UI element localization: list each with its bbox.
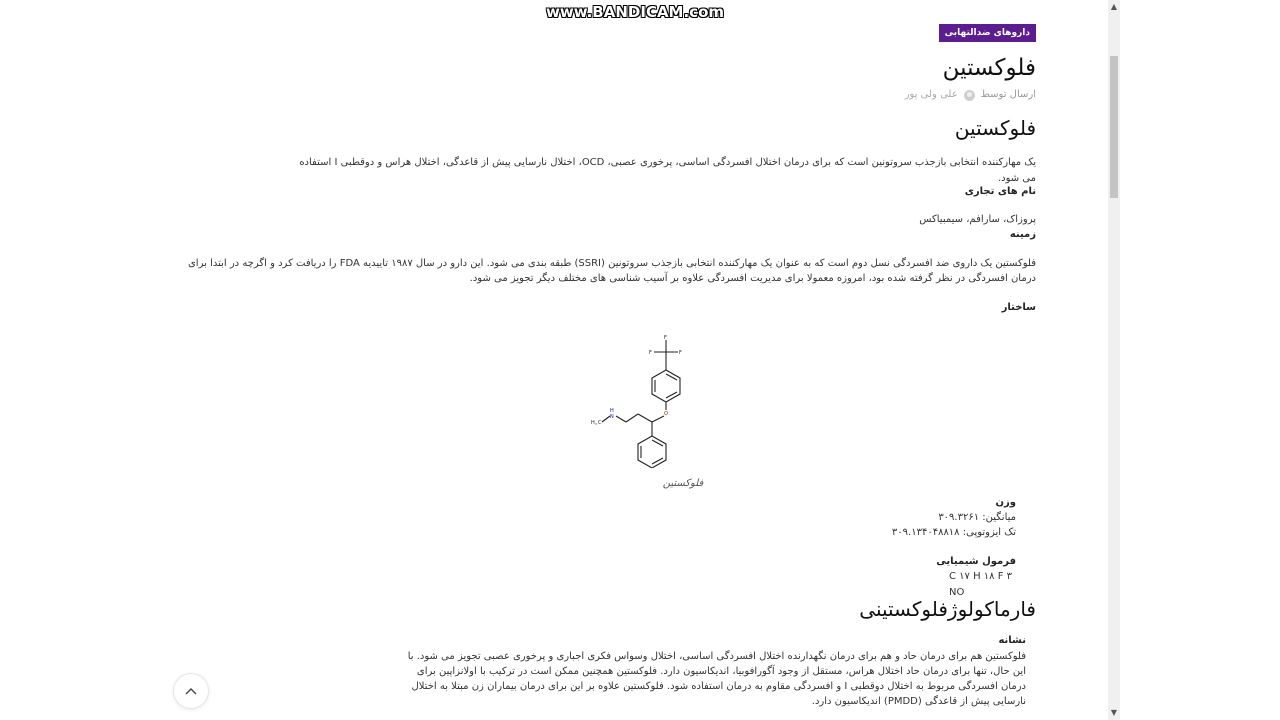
intro-paragraph: یک مهارکننده انتخابی بازجذب سروتونین است که برای درمان اختلال افسردگی اساسی، پرخوری عصبی، OCD، اختلال نارسایی پیش از قاعدگی، اختلال هراس و دوقطبی I استفاده می شود.: [299, 157, 1036, 184]
bond-chain-3: [616, 416, 626, 422]
upper-ring: [652, 370, 680, 402]
category-badge[interactable]: داروهای ضدالتهابی: [939, 24, 1036, 42]
structure-label: ساختار: [1001, 302, 1036, 313]
atom-sub3: 3: [595, 422, 597, 426]
scroll-to-top-button[interactable]: [173, 673, 209, 709]
triangle-down-icon[interactable]: ▼: [1110, 708, 1118, 717]
avatar: [964, 90, 975, 101]
background-line-1: فلوکستین یک داروی ضد افسردگی نسل دوم است که به عنوان یک مهارکننده انتخابی بازجذب سروتونین (SSRI) طبقه بندی می شود. این دارو در سال ۱۹۸۷ تاییدیه FDA را دریافت کرد و اگرچه در ابتدا برای: [187, 258, 1036, 269]
chemical-formula: C ۱۷ H ۱۸ F ۳ NO: [949, 571, 1013, 598]
article-heading: فلوکستین: [954, 116, 1036, 140]
atom-f-top: F: [664, 335, 667, 341]
page-scrollbar[interactable]: [1108, 0, 1120, 720]
right-gutter: [1120, 0, 1280, 720]
sent-by-label: ارسال توسط: [980, 89, 1036, 100]
figure-caption: فلوکستین: [662, 478, 704, 489]
atom-o: O: [664, 411, 668, 417]
weight-monoisotopic: تک ایزوتوپی: ۳۰۹.۱۳۴۰۴۸۸۱۸: [891, 527, 1016, 538]
trade-names-label: نام های تجاری: [964, 186, 1036, 197]
formula-label: فرمول شیمیایی: [936, 556, 1016, 567]
weight-average: میانگین: ۳۰۹.۳۲۶۱: [938, 512, 1016, 523]
indication-line-2: این حال، تنها برای درمان حاد اختلال هراس، مستقل از وجود آگورافوبیا، اندیکاسیون دارد. فلوکستین همچنین ممکن است در ترکیب با اولانزاپین برای: [416, 666, 1026, 677]
triangle-up-icon[interactable]: ▲: [1110, 2, 1118, 11]
atom-h: H: [610, 408, 614, 414]
atom-n: N: [610, 414, 614, 420]
weight-label: وزن: [995, 497, 1016, 508]
chevron-up-icon: [185, 687, 197, 695]
atom-f-left: F: [649, 350, 652, 356]
pharmacology-heading: فارماکولوژفلوکستینی: [859, 597, 1036, 621]
scrollbar-thumb[interactable]: [1110, 56, 1118, 198]
background-line-2: درمان افسردگی در نظر گرفته شده بود، امروزه معمولا برای مدیریت افسردگی علاوه بر آسیب شناسی های مختلف دیگر تجویز می شود.: [469, 273, 1036, 284]
indication-line-4: نارسایی پیش از قاعدگی (PMDD) اندیکاسیون دارد.: [811, 696, 1026, 707]
author-link[interactable]: علی ولی پور: [904, 89, 958, 100]
atom-c: C: [598, 420, 602, 426]
background-label: زمینه: [1009, 229, 1036, 240]
bond-chain-2: [626, 414, 638, 422]
bond-o-ch: [652, 416, 664, 422]
trade-names: پروزاک، سارافم، سیمبیاکس: [919, 214, 1036, 225]
post-title: فلوکستین: [942, 55, 1036, 81]
atom-f-right: F: [679, 350, 682, 356]
bandicam-watermark: www.BANDICAM.com: [546, 3, 725, 21]
atom-h3: H: [591, 420, 595, 426]
indication-line-3: درمان افسردگی مربوط به اختلال دوقطبی I و افسردگی مقاوم به درمان استفاده شود. فلوکستین علاوه بر این برای درمان بیماران زن مبتلا به اختلال: [411, 681, 1026, 692]
indication-label: نشانه: [998, 635, 1026, 646]
fluoxetine-structure-image: [586, 332, 696, 468]
lower-ring: [638, 436, 666, 468]
bond-chain-1: [638, 414, 652, 422]
indication-line-1: فلوکستین هم برای درمان حاد و هم برای درمان نگهدارنده اختلال افسردگی اساسی، اختلال وسواس فکری اجباری و پرخوری عصبی تجویز می شود. با: [407, 651, 1026, 662]
post-meta: [905, 87, 1036, 103]
bond-n-ch3: [602, 416, 610, 422]
